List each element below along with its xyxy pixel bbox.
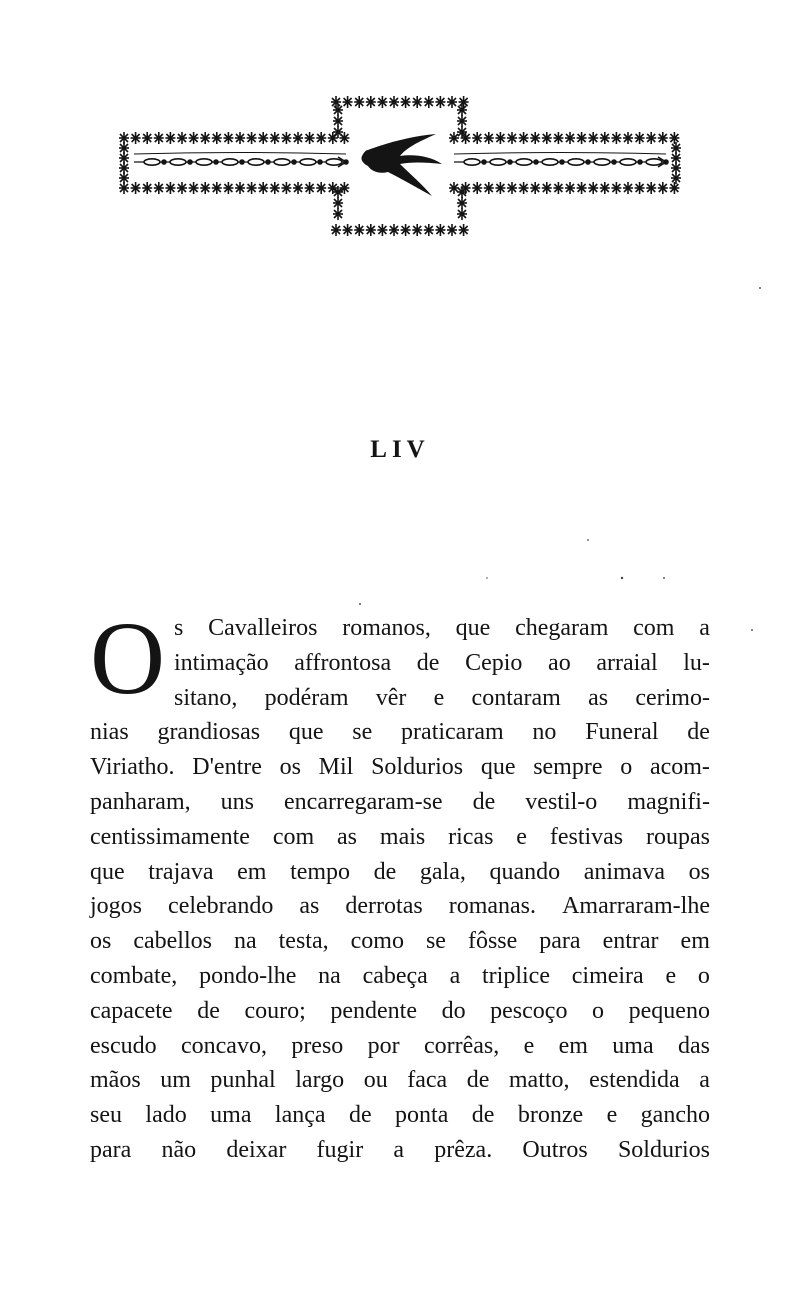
word: vestil-o xyxy=(525,788,598,815)
word: de xyxy=(471,1102,495,1129)
word: estendida xyxy=(589,1067,680,1094)
word: bronze xyxy=(517,1102,584,1129)
asterisk-icon xyxy=(484,132,494,144)
word: para xyxy=(539,928,581,955)
word: roupas xyxy=(646,823,710,850)
word: com xyxy=(272,823,315,850)
word: como xyxy=(350,928,404,955)
text-line xyxy=(90,1098,710,1133)
asterisk-icon xyxy=(507,132,517,144)
chain-bead xyxy=(318,160,322,164)
asterisk-icon xyxy=(131,182,141,194)
asterisk-icon xyxy=(611,132,621,144)
asterisk-icon xyxy=(457,104,467,116)
swallow-icon xyxy=(361,134,442,196)
word: pendente xyxy=(330,997,417,1024)
asterisk-icon xyxy=(131,132,141,144)
word: grandiosas xyxy=(157,719,261,746)
asterisk-icon xyxy=(495,132,505,144)
word: couro; xyxy=(244,997,306,1024)
word: animava xyxy=(583,858,666,885)
asterisk-icon xyxy=(519,132,529,144)
word: em xyxy=(680,928,710,955)
asterisk-icon xyxy=(328,182,338,194)
asterisk-icon xyxy=(542,132,552,144)
asterisk-icon xyxy=(472,132,482,144)
word: intimação xyxy=(174,649,269,676)
word: os xyxy=(279,754,301,781)
chain-bead xyxy=(214,160,218,164)
chain-bead xyxy=(162,160,166,164)
asterisk-icon xyxy=(165,182,175,194)
word: ponta xyxy=(395,1102,449,1129)
chain-link-icon xyxy=(222,159,238,165)
asterisk-icon xyxy=(646,132,656,144)
asterisk-icon xyxy=(507,182,517,194)
word: se xyxy=(352,719,373,746)
word: e xyxy=(433,684,445,711)
asterisk-icon xyxy=(177,132,187,144)
chain-link-icon xyxy=(170,159,186,165)
word: entrar xyxy=(602,928,659,955)
asterisk-icon xyxy=(472,182,482,194)
word: combate, xyxy=(90,962,178,989)
asterisk-icon xyxy=(461,182,471,194)
chain-link-icon xyxy=(542,159,558,165)
text-line xyxy=(90,1063,710,1098)
word: e xyxy=(516,823,527,850)
asterisk-icon xyxy=(669,182,679,194)
word: Cavalleiros xyxy=(208,615,318,641)
word: mãos xyxy=(90,1067,141,1094)
asterisk-icon xyxy=(484,182,494,194)
word: que xyxy=(455,615,491,641)
word: as xyxy=(337,823,358,850)
word: de xyxy=(373,858,397,885)
asterisk-icon xyxy=(331,224,341,236)
chain-bead xyxy=(560,160,564,164)
asterisk-icon xyxy=(658,132,668,144)
word: triplice xyxy=(482,962,550,989)
word: e xyxy=(523,1032,535,1059)
asterisk-icon xyxy=(200,132,210,144)
text-line xyxy=(90,715,710,750)
word: ao xyxy=(548,649,571,676)
word: acom- xyxy=(649,754,710,781)
asterisk-icon xyxy=(247,182,257,194)
word: vêr xyxy=(375,684,407,711)
word: a xyxy=(699,615,710,641)
chapter-number: LIV xyxy=(370,436,430,463)
asterisk-icon xyxy=(189,132,199,144)
asterisk-icon xyxy=(119,172,129,184)
word: preso xyxy=(291,1032,344,1059)
asterisk-icon xyxy=(389,224,399,236)
word: mais xyxy=(379,823,426,850)
word: romanos, xyxy=(342,615,431,641)
asterisk-icon xyxy=(495,182,505,194)
asterisk-icon xyxy=(449,182,459,194)
asterisk-icon xyxy=(553,132,563,144)
asterisk-icon xyxy=(401,96,411,108)
word: faca xyxy=(407,1067,448,1094)
word: Funeral xyxy=(585,719,659,746)
asterisk-icon xyxy=(588,182,598,194)
asterisk-icon xyxy=(258,132,268,144)
asterisk-icon xyxy=(623,182,633,194)
asterisk-icon xyxy=(424,224,434,236)
word: para xyxy=(90,1136,132,1163)
asterisk-icon xyxy=(142,132,152,144)
asterisk-icon xyxy=(343,224,353,236)
chain-bead xyxy=(266,160,270,164)
word: corrêas, xyxy=(423,1032,500,1059)
word: do xyxy=(441,997,466,1024)
asterisk-icon xyxy=(449,132,459,144)
word: centissimamente xyxy=(90,823,250,850)
asterisk-icon xyxy=(412,96,422,108)
word: romanas. xyxy=(448,893,537,920)
word: que xyxy=(480,754,516,781)
word: os xyxy=(688,858,710,885)
asterisk-icon xyxy=(333,104,343,116)
asterisk-icon xyxy=(331,96,341,108)
asterisk-icon xyxy=(457,197,467,209)
word: D'entre xyxy=(192,754,262,781)
asterisk-icon xyxy=(412,224,422,236)
asterisk-icon xyxy=(588,132,598,144)
asterisk-icon xyxy=(401,224,411,236)
word: em xyxy=(558,1032,588,1059)
word: lado xyxy=(145,1102,187,1129)
word: gala, xyxy=(419,858,466,885)
word: as xyxy=(299,893,320,920)
asterisk-icon xyxy=(333,208,343,220)
asterisk-icon xyxy=(247,132,257,144)
word: os xyxy=(90,928,112,955)
word: s xyxy=(174,615,184,641)
chain-bead xyxy=(188,160,192,164)
asterisk-icon xyxy=(258,182,268,194)
word: quando xyxy=(489,858,561,885)
word: capacete xyxy=(90,997,173,1024)
asterisk-icon xyxy=(354,224,364,236)
asterisk-icon xyxy=(316,132,326,144)
word: deixar xyxy=(226,1136,287,1163)
word: trajava xyxy=(148,858,214,885)
word: affrontosa xyxy=(294,649,392,676)
asterisk-icon xyxy=(635,132,645,144)
text-line xyxy=(90,820,710,855)
chain-bead xyxy=(586,160,590,164)
asterisk-icon xyxy=(235,132,245,144)
word: punhal xyxy=(210,1067,276,1094)
asterisk-icon xyxy=(305,132,315,144)
word: gancho xyxy=(640,1102,710,1129)
word: não xyxy=(161,1136,197,1163)
asterisk-icon xyxy=(461,132,471,144)
text-line xyxy=(90,785,710,820)
word: e xyxy=(606,1102,618,1129)
asterisk-icon xyxy=(435,224,445,236)
asterisk-icon xyxy=(339,182,349,194)
word: Viriatho. xyxy=(90,754,175,781)
chain-link-icon xyxy=(464,159,480,165)
asterisk-icon xyxy=(565,132,575,144)
chain-link-icon xyxy=(274,159,290,165)
word: uma xyxy=(210,1102,252,1129)
word: o xyxy=(620,754,633,781)
asterisk-icon xyxy=(343,96,353,108)
asterisk-icon xyxy=(154,182,164,194)
word: de xyxy=(472,788,496,815)
asterisk-icon xyxy=(328,132,338,144)
asterisk-icon xyxy=(542,182,552,194)
text-line xyxy=(90,959,710,994)
chain-bead xyxy=(292,160,296,164)
word: ricas xyxy=(448,823,494,850)
asterisk-icon xyxy=(354,96,364,108)
word: que xyxy=(288,719,324,746)
asterisk-icon xyxy=(377,224,387,236)
word: derrotas xyxy=(345,893,423,920)
asterisk-icon xyxy=(565,182,575,194)
word: com xyxy=(633,615,675,641)
chain-bead xyxy=(508,160,512,164)
text-line xyxy=(174,646,710,681)
asterisk-icon xyxy=(165,132,175,144)
wavy-line xyxy=(454,153,666,155)
word: a xyxy=(393,1136,405,1163)
word: no xyxy=(532,719,557,746)
text-line xyxy=(90,889,710,924)
drop-cap: O xyxy=(90,601,166,716)
word: das xyxy=(677,1032,710,1059)
word: contaram xyxy=(471,684,561,711)
asterisk-icon xyxy=(200,182,210,194)
chain-bead xyxy=(240,160,244,164)
word: lu- xyxy=(683,649,710,676)
asterisk-icon xyxy=(635,182,645,194)
asterisk-icon xyxy=(435,96,445,108)
asterisk-icon xyxy=(339,132,349,144)
word: uns xyxy=(220,788,254,815)
word: Cepio xyxy=(465,649,523,676)
wavy-line xyxy=(134,153,346,155)
chain-bead xyxy=(638,160,642,164)
word: Mil xyxy=(318,754,354,781)
text-line xyxy=(90,1029,710,1064)
asterisk-icon xyxy=(177,182,187,194)
asterisk-icon xyxy=(457,115,467,127)
asterisk-icon xyxy=(333,115,343,127)
word: na xyxy=(318,962,341,989)
asterisk-icon xyxy=(281,132,291,144)
asterisk-icon xyxy=(600,182,610,194)
word: sitano, xyxy=(174,684,238,711)
word: fugir xyxy=(316,1136,364,1163)
chain-link-icon xyxy=(516,159,532,165)
word: um xyxy=(160,1067,191,1094)
word: o xyxy=(697,962,710,989)
word: Outros xyxy=(522,1136,588,1163)
word: de xyxy=(466,1067,490,1094)
asterisk-icon xyxy=(459,96,469,108)
asterisk-icon xyxy=(189,182,199,194)
word: se xyxy=(425,928,446,955)
asterisk-icon xyxy=(577,132,587,144)
asterisk-icon xyxy=(530,132,540,144)
word: celebrando xyxy=(168,893,274,920)
asterisk-icon xyxy=(669,132,679,144)
text-line xyxy=(174,681,710,716)
word: em xyxy=(237,858,267,885)
word: largo xyxy=(295,1067,345,1094)
text-line xyxy=(90,855,710,890)
word: magnifi- xyxy=(627,788,710,815)
word: de xyxy=(416,649,440,676)
chain-link-icon xyxy=(620,159,636,165)
text-line xyxy=(90,1133,710,1168)
asterisk-icon xyxy=(270,182,280,194)
word: Amarraram-lhe xyxy=(562,893,710,920)
word: cabeça xyxy=(362,962,428,989)
asterisk-icon xyxy=(658,182,668,194)
word: panharam, xyxy=(90,788,191,815)
asterisk-icon xyxy=(293,182,303,194)
word: de xyxy=(197,997,220,1024)
asterisk-icon xyxy=(600,132,610,144)
asterisk-icon xyxy=(623,132,633,144)
word: festivas xyxy=(549,823,624,850)
word: Soldurios xyxy=(617,1136,710,1163)
asterisk-icon xyxy=(530,182,540,194)
text-line xyxy=(90,994,710,1029)
word: jogos xyxy=(90,893,143,920)
asterisk-icon xyxy=(154,132,164,144)
chain-link-icon xyxy=(646,159,662,165)
asterisk-icon xyxy=(553,182,563,194)
word: praticaram xyxy=(401,719,504,746)
asterisk-icon xyxy=(281,182,291,194)
word: a xyxy=(699,1067,710,1094)
word: e xyxy=(665,962,677,989)
asterisk-icon xyxy=(366,224,376,236)
asterisk-icon xyxy=(223,132,233,144)
word: uma xyxy=(612,1032,654,1059)
word: seu xyxy=(90,1102,122,1129)
word: na xyxy=(233,928,257,955)
asterisk-icon xyxy=(577,182,587,194)
word: cerimo- xyxy=(635,684,710,711)
asterisk-icon xyxy=(316,182,326,194)
chain-bead xyxy=(534,160,538,164)
chain-link-icon xyxy=(248,159,264,165)
text-line xyxy=(90,924,710,959)
word: pondo-lhe xyxy=(199,962,297,989)
chain-link-icon xyxy=(326,159,342,165)
asterisk-icon xyxy=(611,182,621,194)
word: podéram xyxy=(264,684,349,711)
asterisk-icon xyxy=(671,172,681,184)
word: cabellos xyxy=(133,928,212,955)
asterisk-icon xyxy=(389,96,399,108)
word: as xyxy=(588,684,609,711)
word: a xyxy=(449,962,461,989)
asterisk-icon xyxy=(305,182,315,194)
asterisk-icon xyxy=(457,208,467,220)
word: prêza. xyxy=(434,1136,493,1163)
chain-link-icon xyxy=(144,159,160,165)
word: lança xyxy=(274,1102,326,1129)
asterisk-icon xyxy=(519,182,529,194)
asterisk-icon xyxy=(212,182,222,194)
word: que xyxy=(90,858,125,885)
asterisk-icon xyxy=(646,182,656,194)
word: pequeno xyxy=(628,997,710,1024)
asterisk-icon xyxy=(223,182,233,194)
word: matto, xyxy=(508,1067,570,1094)
word: de xyxy=(687,719,710,746)
word: concavo, xyxy=(181,1032,267,1059)
word: arraial xyxy=(596,649,658,676)
asterisk-icon xyxy=(377,96,387,108)
word: cimeira xyxy=(571,962,644,989)
word: testa, xyxy=(278,928,329,955)
asterisk-icon xyxy=(447,96,457,108)
asterisk-icon xyxy=(424,96,434,108)
asterisk-icon xyxy=(270,132,280,144)
word: fôsse xyxy=(467,928,518,955)
word: ou xyxy=(363,1067,388,1094)
asterisk-icon xyxy=(235,182,245,194)
chain-link-icon xyxy=(594,159,610,165)
chain-bead xyxy=(482,160,486,164)
text-line xyxy=(90,750,710,785)
chain-link-icon xyxy=(300,159,316,165)
asterisk-icon xyxy=(142,182,152,194)
word: tempo xyxy=(290,858,351,885)
chapter-ornament xyxy=(118,92,682,242)
word: pescoço xyxy=(490,997,568,1024)
word: por xyxy=(367,1032,400,1059)
chain-link-icon xyxy=(568,159,584,165)
asterisk-icon xyxy=(447,224,457,236)
asterisk-icon xyxy=(333,197,343,209)
word: sempre xyxy=(533,754,603,781)
word: Soldurios xyxy=(371,754,464,781)
word: encarregaram-se xyxy=(284,788,443,815)
word: de xyxy=(348,1102,372,1129)
chain-bead xyxy=(612,160,616,164)
word: o xyxy=(592,997,605,1024)
text-line xyxy=(174,611,710,646)
word: chegaram xyxy=(515,615,609,641)
body-text xyxy=(90,601,710,1168)
chain-link-icon xyxy=(196,159,212,165)
asterisk-icon xyxy=(459,224,469,236)
chain-link-icon xyxy=(490,159,506,165)
asterisk-icon xyxy=(366,96,376,108)
word: nias xyxy=(90,719,129,746)
asterisk-icon xyxy=(293,132,303,144)
asterisk-icon xyxy=(212,132,222,144)
word: escudo xyxy=(90,1032,157,1059)
